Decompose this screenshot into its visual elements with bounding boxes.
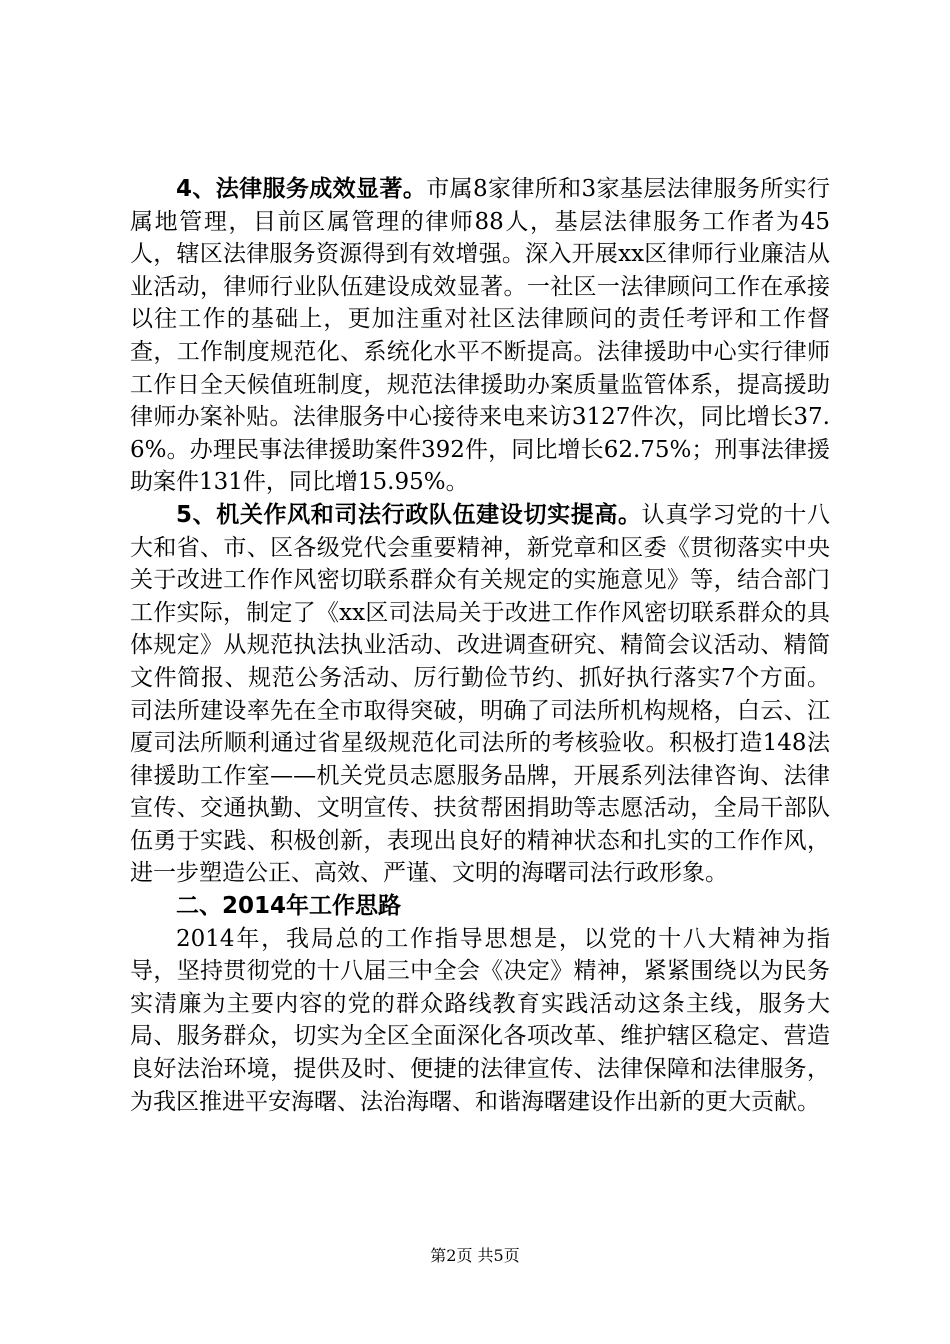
paragraph-team-building (130, 499, 830, 890)
section-heading: 二、2014年工作思路 (176, 893, 402, 920)
paragraph-work-plan: 2014年，我局总的工作指导思想是，以党的十八大精神为指导，坚持贯彻党的十八届三中全会《决定》精神，紧紧围绕以为民务实清廉为主要内容的党的群众路线教育实践活动这条主线，服务大局、服务群众，切实为全区全面深化各项改革、维护辖区稳定、营造良好法治环境，提供及时、便捷的法律宣传、法律保障和法律服务，为我区推进平安海曙、法治海曙、和谐海曙建设作出新的更大贡献。 (130, 925, 830, 1115)
page-number-footer: 第2页 共5页 (430, 1246, 520, 1265)
document-body (130, 173, 830, 1118)
paragraph-lead: 5、机关作风和司法行政队伍建设切实提高。 (176, 501, 642, 528)
paragraph-lead: 4、法律服务成效显著。 (176, 176, 427, 202)
paragraph-text: 认真学习党的十八大和省、市、区各级党代会重要精神，新党章和区委《贯彻落实中央关于改进工作作风密切联系群众有关规定的实施意见》等，结合部门工作实际，制定了《xx区司法局关于改进工作作风密切联系群众的具体规定》从规范执法执业活动、改进调查研究、精简会议活动、精简文件简报、规范公务活动、厉行勤俭节约、抓好执行落实7个方面。司法所建设率先在全市取得突破，明确了司法所机构规格，白云、江厦司法所顺利通过省星级规范化司法所的考核验收。积极打造148法律援助工作室——机关党员志愿服务品牌，开展系列法律咨询、法律宣传、交通执勤、文明宣传、扶贫帮困捐助等志愿活动，全局干部队伍勇于实践、积极创新，表现出良好的精神状态和扎实的工作作风，进一步塑造公正、高效、严谨、文明的海曙司法行政形象。 (130, 501, 830, 887)
paragraph-text: 市属8家律所和3家基层法律服务所实行属地管理，目前区属管理的律师88人，基层法律服务工作者为45人，辖区法律服务资源得到有效增强。深入开展xx区律师行业廉洁从业活动，律师行业队伍建设成效显著。一社区一法律顾问工作在承接以往工作的基础上，更加注重对社区法律顾问的责任考评和工作督查，工作制度规范化、系统化水平不断提高。法律援助中心实行律师工作日全天候值班制度，规范法律援助办案质量监管体系，提高援助律师办案补贴。法律服务中心接待来电来访3127件次，同比增长37.6%。办理民事法律援助案件392件，同比增长62.75%；刑事法律援助案件131件，同比增15.95%。 (130, 176, 830, 496)
paragraph-legal-services (130, 173, 830, 499)
